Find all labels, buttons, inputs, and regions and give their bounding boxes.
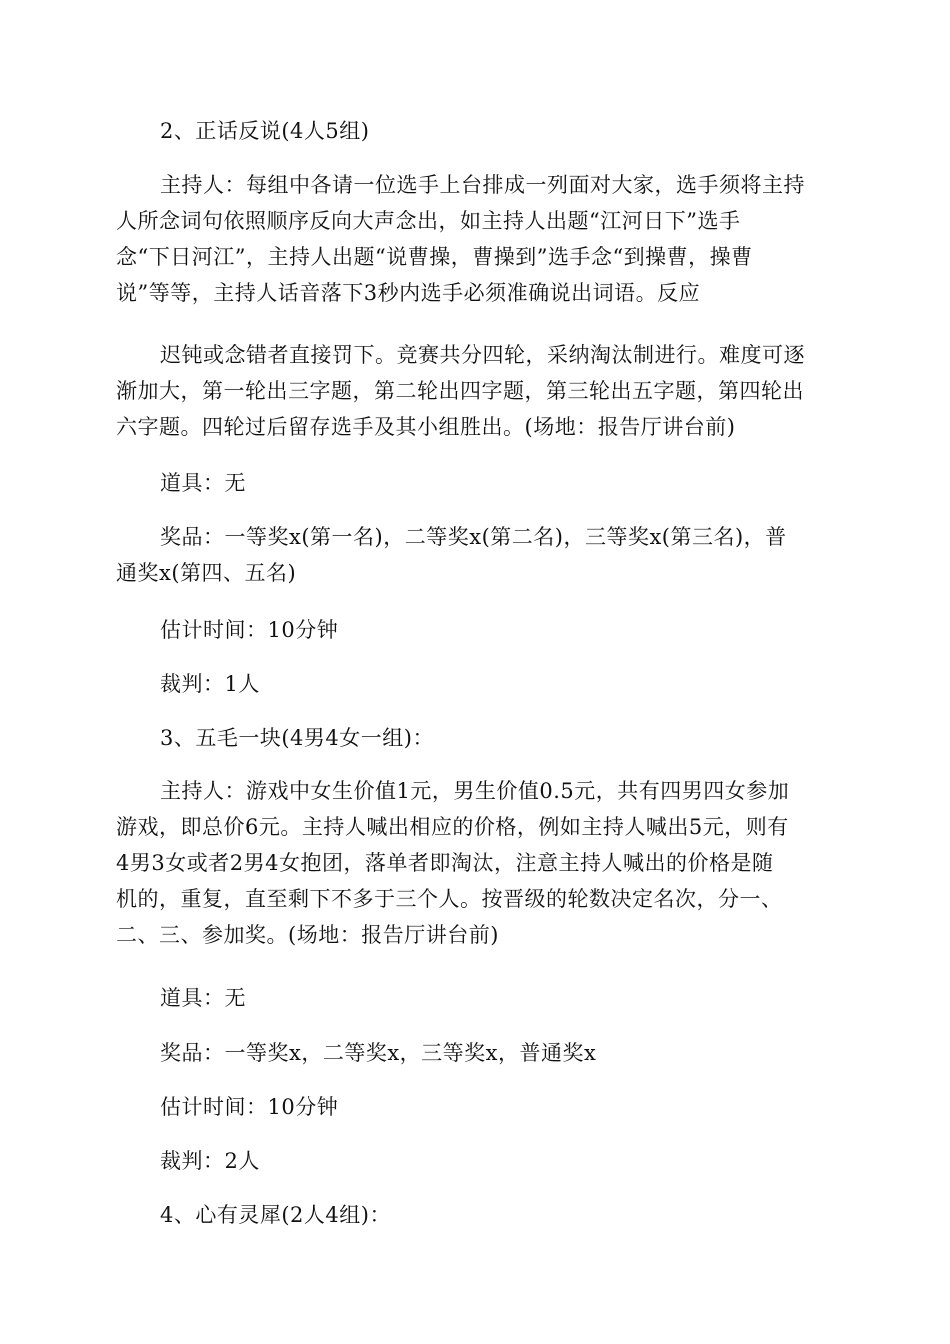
section-2-heading: 2、正话反说(4人5组) xyxy=(160,119,370,143)
text-line: 二、三、参加奖。(场地：报告厅讲台前) xyxy=(116,923,499,947)
text-line: 4男3女或者2男4女抱团，落单者即淘汰，注意主持人喊出的价格是随 xyxy=(116,851,774,875)
section-3-time: 估计时间：10分钟 xyxy=(160,1095,339,1119)
text-line: 主持人：每组中各请一位选手上台排成一列面对大家，选手须将主持 xyxy=(160,173,805,197)
text-line: 迟钝或念错者直接罚下。竞赛共分四轮，采纳淘汰制进行。难度可逐 xyxy=(160,343,805,367)
text-line: 主持人：游戏中女生价值1元，男生价值0.5元，共有四男四女参加 xyxy=(160,779,790,803)
section-2-host-paragraph xyxy=(116,167,836,311)
text-line: 六字题。四轮过后留存选手及其小组胜出。(场地：报告厅讲台前) xyxy=(116,415,736,439)
section-2-prizes xyxy=(116,519,836,591)
section-3-referee: 裁判：2人 xyxy=(160,1149,260,1173)
section-3-host-paragraph xyxy=(116,773,836,953)
section-2-referee: 裁判：1人 xyxy=(160,672,260,696)
section-2-rules-paragraph xyxy=(116,337,836,445)
section-3-heading: 3、五毛一块(4男4女一组)： xyxy=(160,726,434,750)
text-line: 奖品：一等奖x(第一名)，二等奖x(第二名)，三等奖x(第三名)，普 xyxy=(160,525,787,549)
section-2-props: 道具：无 xyxy=(160,471,246,495)
section-3-props: 道具：无 xyxy=(160,986,246,1010)
text-line: 渐加大，第一轮出三字题，第二轮出四字题，第三轮出五字题，第四轮出 xyxy=(116,379,804,403)
section-3-prizes: 奖品：一等奖x，二等奖x，三等奖x，普通奖x xyxy=(160,1041,597,1065)
text-line: 通奖x(第四、五名) xyxy=(116,561,297,585)
text-line: 机的，重复，直至剩下不多于三个人。按晋级的轮数决定名次，分一、 xyxy=(116,887,783,911)
text-line: 念“下日河江”，主持人出题“说曹操，曹操到”选手念“到操曹，操曹 xyxy=(116,245,753,269)
section-2-time: 估计时间：10分钟 xyxy=(160,618,339,642)
text-line: 人所念词句依照顺序反向大声念出，如主持人出题“江河日下”选手 xyxy=(116,209,741,233)
text-line: 游戏，即总价6元。主持人喊出相应的价格，例如主持人喊出5元，则有 xyxy=(116,815,789,839)
text-line: 说”等等，主持人话音落下3秒内选手必须准确说出词语。反应 xyxy=(116,281,701,305)
section-4-heading: 4、心有灵犀(2人4组)： xyxy=(160,1203,391,1227)
